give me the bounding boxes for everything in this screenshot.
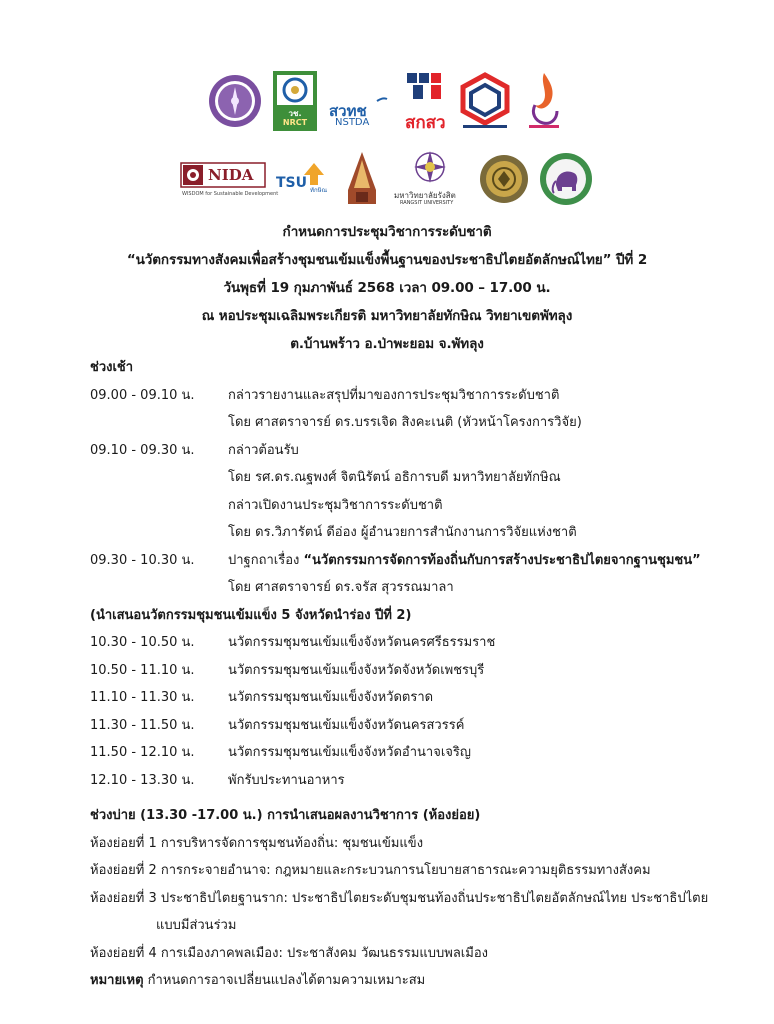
presentations-heading: (นำเสนอนวัตกรรมชุมชนเข้มแข็ง 5 จังหวัดนำร่อง ปีที่ 2) [90,607,412,623]
note-text: กำหนดการอาจเปลี่ยนแปลงได้ตามความเหมาะสม [143,973,426,988]
rangsit-subcaption: RANGSIT UNIVERSITY [400,200,454,206]
breakout-room: ห้องย่อยที่ 2 การกระจายอำนาจ: กฎหมายและกระบวนการนโยบายสาธารณะความยุติธรรมทางสังคม [90,863,651,878]
rangsit-logo [390,147,470,211]
schedule [90,354,770,995]
schedule-time: 09.30 - 10.30 น. [90,552,195,568]
schedule-time: 10.50 - 11.10 น. [90,662,195,678]
schedule-time: 09.00 - 09.10 น. [90,387,195,403]
schedule-time: 10.30 - 10.50 น. [90,635,195,650]
event-address: ต.บ้านพร้าว อ.ป่าพะยอม จ.พัทลุง [290,336,484,352]
schedule-row [90,739,770,767]
nrct-logo [271,69,319,133]
schedule-desc: โดย ดร.วิภารัตน์ ดีอ่อง ผู้อำนวยการสำนักงานการวิจัยแห่งชาติ [228,525,577,540]
breakout-room: ห้องย่อยที่ 4 การเมืองภาคพลเมือง: ประชาสังคม วัฒนธรรมแบบพลเมือง [90,945,488,961]
keynote-speaker: โดย ศาสตราจารย์ ดร.จรัส สุวรรณมาลา [228,580,454,595]
tsu-subcaption: ทักษิณ [310,187,328,194]
schedule-row [90,574,770,602]
schedule-desc: นวัตกรรมชุมชนเข้มแข็งจังหวัดตราด [228,690,434,705]
university-seal-logo [207,71,263,131]
temple-logo [342,150,382,208]
event-venue: ณ หอประชุมเฉลิมพระเกียรติ มหาวิทยาลัยทักษิณ วิทยาเขตพัทลุง [201,308,573,324]
breakout-room-continued: แบบมีส่วนร่วม [156,918,237,933]
schedule-desc: นวัตกรรมชุมชนเข้มแข็งจังหวัดนครสวรรค์ [228,717,465,733]
nstda-subcaption: NSTDA [335,117,370,128]
schedule-desc: นวัตกรรมชุมชนเข้มแข็งจังหวัดจังหวัดเพชรบุรี [228,662,485,678]
keynote-row [90,547,770,575]
note-label: หมายเหตุ [90,973,144,988]
nrct-caption: วช. [288,109,302,118]
gold-seal-logo [478,151,530,207]
logo-row-bottom [0,144,774,214]
keynote-prefix: ปาฐกถาเรื่อง [228,552,304,568]
schedule-desc: โดย รศ.ดร.ณฐพงศ์ จิตนิรัตน์ อธิการบดี มหาวิทยาลัยทักษิณ [228,470,561,485]
schedule-desc: นวัตกรรมชุมชนเข้มแข็งจังหวัดอำนาจเจริญ [228,745,471,760]
schedule-time: 11.50 - 12.10 น. [90,745,195,760]
schedule-desc: กล่าวรายงานและสรุปที่มาของการประชุมวิชาการระดับชาติ [228,387,560,403]
codi-logo [457,71,513,131]
breakout-room: ห้องย่อยที่ 1 การบริหารจัดการชุมชนท้องถิ่น: ชุมชนเข้มแข็ง [90,835,424,851]
event-header [0,218,774,358]
logo-row-top [0,66,774,136]
schedule-row [90,767,770,795]
schedule-row [90,629,770,657]
schedule-row [90,437,770,465]
note-row [90,967,770,995]
nida-caption: NIDA [208,166,254,184]
schedule-row [90,409,770,437]
thai-health-logo [403,69,449,133]
morning-heading: ช่วงเช้า [90,360,134,375]
schedule-time: 11.30 - 11.50 น. [90,717,195,733]
nida-logo [180,155,279,203]
phoenix-logo [521,69,567,133]
rangsit-caption: มหาวิทยาลัยรังสิต [394,191,456,200]
keynote-desc [228,547,701,575]
schedule-row [90,657,770,685]
schedule-desc: กล่าวต้อนรับ [228,442,299,458]
schedule-desc: โดย ศาสตราจารย์ ดร.บรรเจิด สิงคะเนติ (หัวหน้าโครงการวิจัย) [228,415,582,430]
schedule-desc: นวัตกรรมชุมชนเข้มแข็งจังหวัดนครศรีธรรมราช [228,635,496,650]
schedule-row [90,684,770,712]
event-theme: “นวัตกรรมทางสังคมเพื่อสร้างชุมชนเข้มแข็งพื้นฐานของประชาธิปไตยอัตลักษณ์ไทย” ปีที่ 2 [126,252,648,268]
keynote-title: “นวัตกรรมการจัดการท้องถิ่นกับการสร้างประชาธิปไตยจากฐานชุมชน” [303,552,701,568]
schedule-time: 12.10 - 13.30 น. [90,772,195,788]
schedule-desc: กล่าวเปิดงานประชุมวิชาการระดับชาติ [228,497,443,513]
schedule-row [90,492,770,520]
nida-subcaption: WISDOM for Sustainable Development [182,191,279,197]
schedule-time: 11.10 - 11.30 น. [90,690,195,705]
afternoon-heading: ช่วงบ่าย (13.30 -17.00 น.) การนำเสนอผลงานวิชาการ (ห้องย่อย) [90,808,481,823]
thai-health-caption: สกสว [405,113,446,133]
schedule-row [90,519,770,547]
schedule-time: 09.10 - 09.30 น. [90,442,195,458]
event-datetime: วันพุธที่ 19 กุมภาพันธ์ 2568 เวลา 09.00 – 17.00 น. [223,280,551,296]
tsu-caption: TSU [276,175,308,191]
breakout-room: ห้องย่อยที่ 3 ประชาธิปไตยฐานราก: ประชาธิปไตยระดับชุมชนท้องถิ่นประชาธิปไตยอัตลักษณ์ไทย ประชาธิปไตย [90,890,709,906]
elephant-seal-logo [538,151,594,207]
tsu-logo [274,155,334,203]
nrct-subcaption: NRCT [282,118,308,127]
schedule-row [90,712,770,740]
schedule-row [90,464,770,492]
nstda-caption: สวทช [329,102,367,120]
schedule-desc: พักรับประทานอาหาร [228,772,345,788]
nstda-logo [327,71,395,131]
event-title: กำหนดการประชุมวิชาการระดับชาติ [282,224,492,240]
schedule-row [90,382,770,410]
